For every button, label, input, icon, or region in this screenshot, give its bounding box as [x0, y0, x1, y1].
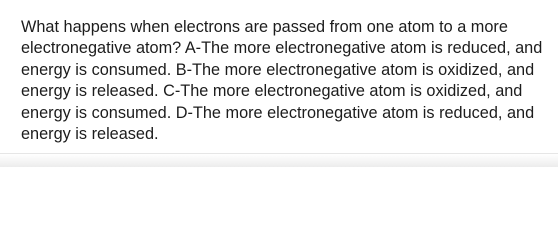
bottom-divider	[0, 153, 558, 167]
question-text: What happens when electrons are passed from one atom to a more electronegative atom? A-The more electronegative atom is reduced, and energy is consumed. B-The more electronegative atom is oxidized, and energy is released. C-The more electronegative atom is oxidized, and energy is consumed. D-The more electronegative atom is reduced, and energy is released.	[21, 18, 543, 144]
